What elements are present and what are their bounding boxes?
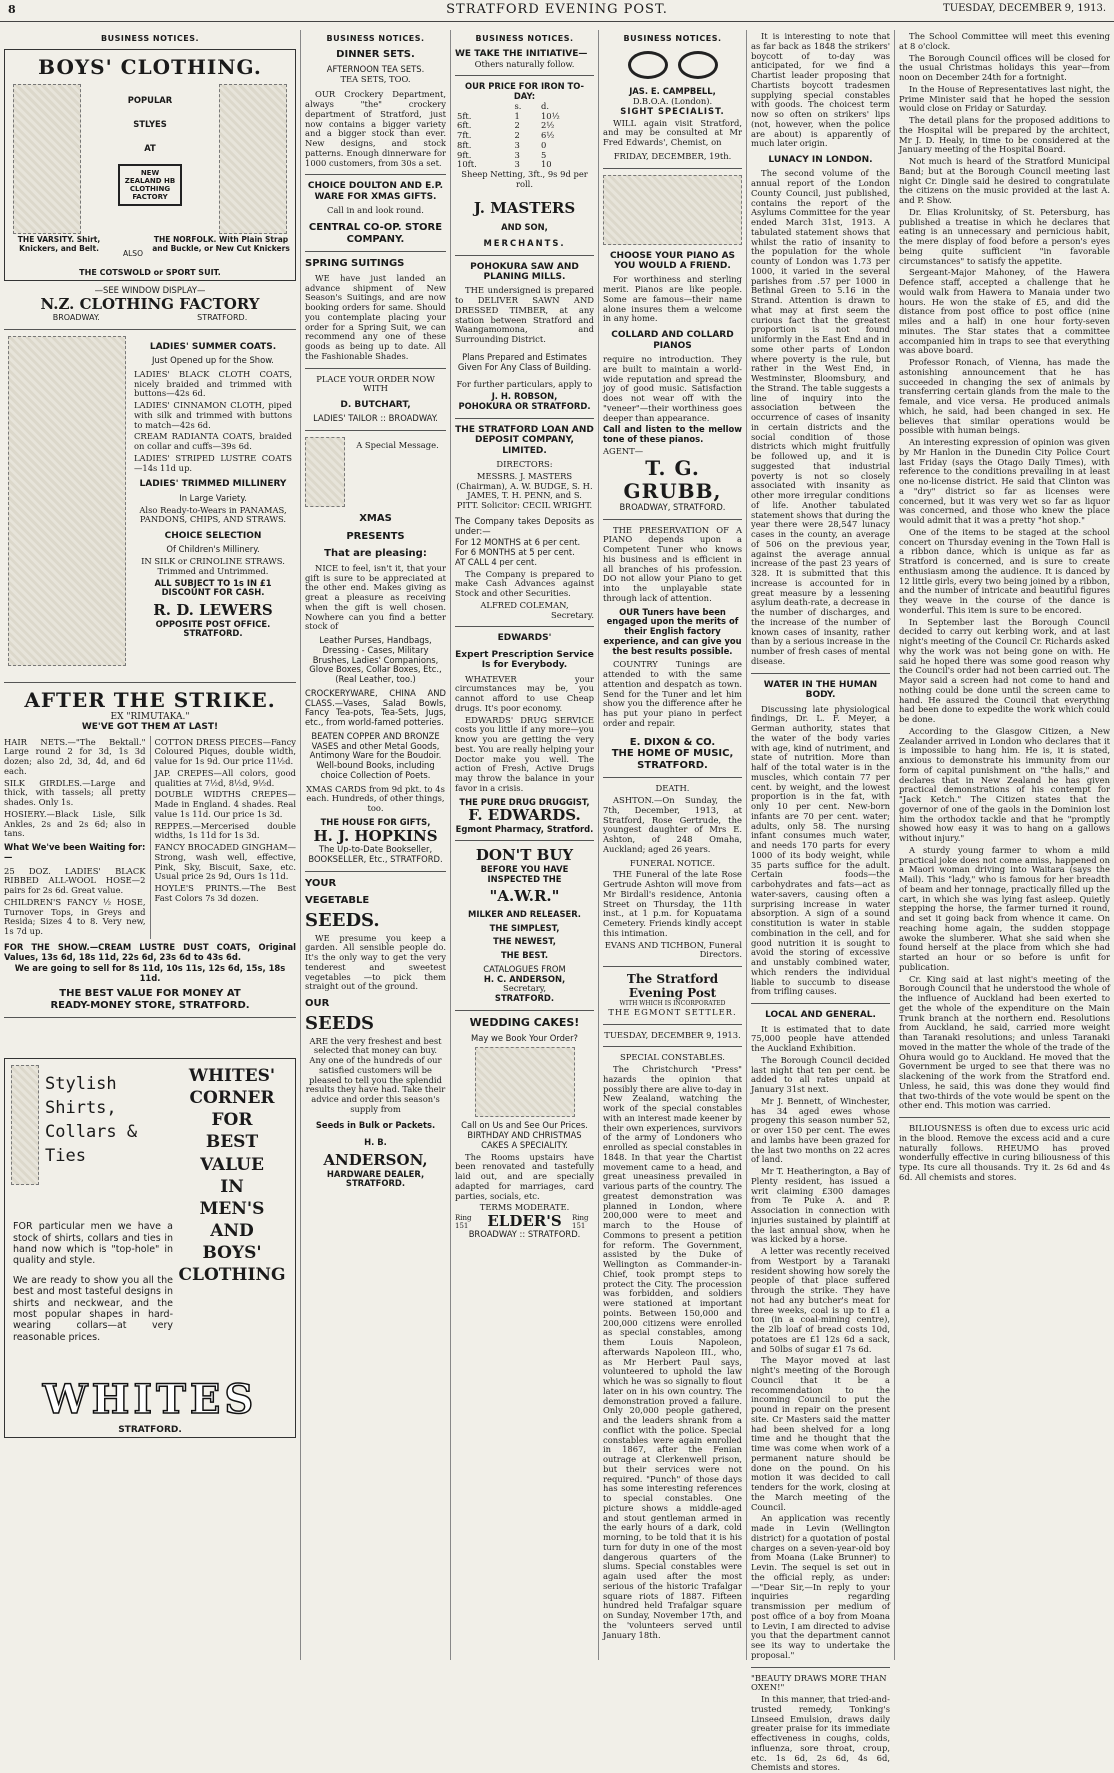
plans-text: Plans Prepared and Estimates Given For Any Class of Building. (457, 351, 592, 372)
table-cell: 3 (514, 149, 520, 160)
table-cell: 3 (514, 159, 520, 170)
deposits-text: The Company takes Deposits as under:— (455, 515, 594, 536)
table-cell: 10ft. (457, 159, 477, 170)
man-in-shirt-illustration (11, 1065, 39, 1185)
table-header-row (455, 102, 594, 112)
butchart-addr: LADIES' TAILOR :: BROADWAY. (313, 413, 438, 424)
advances-text: The Company is prepared to make Cash Advances against Stock and other Securities. (455, 568, 594, 599)
column-3 (450, 30, 598, 1660)
grubb-addr: BROADWAY, STRATFORD. (619, 501, 726, 512)
our-label: OUR (305, 998, 330, 1010)
after-the-strike-ad (4, 689, 296, 1012)
strike-selling: We are going to sell for 8s 11d, 10s 11s, 12s 6d, 15s, 18s 11d. (14, 963, 286, 984)
place-order: PLACE YOUR ORDER NOW WITH (316, 373, 435, 394)
home-music: THE HOME OF MUSIC, (611, 748, 734, 760)
strike-item: SILK GIRDLES.—Large and thick, with tassels; all pretty shades. Only 1s. (4, 777, 146, 808)
rooms-text: The Rooms upstairs have been renovated and tastefully laid out, and are specially adapted for marriages, card parties, socials, etc. (455, 1151, 594, 1201)
anderson-name: ANDERSON, (323, 1151, 428, 1170)
strike-item: CHILDREN'S FANCY ½ HOSE, Turnover Tops, in Greys and Resida; Sizes 4 to 8. Very new, 1s 7d up. (4, 896, 146, 937)
strike-got: WE'VE GOT THEM AT LAST! (81, 722, 219, 733)
local-item: The Borough Council decided last night that ten per cent. be added to all rates unpaid at January 31st next. (751, 1054, 890, 1094)
window-display: —SEE WINDOW DISPLAY— (94, 285, 206, 296)
funeral-text: THE Funeral of the late Rose Gertrude Ashton will move from Mr Birdall's residence, Antonia Street on Thursday, the 11th inst., at 1 p.m. for Kopuatama Cemetery. Friends kindly accept this intimation. (603, 869, 742, 938)
stylish-shirts: Stylish Shirts, Collars & Ties (45, 1074, 138, 1166)
price-title: OUR PRICE FOR IRON TO-DAY: (464, 81, 585, 102)
may-book: May we Book Your Order? (471, 1032, 578, 1043)
seeds-label: SEEDS. (305, 909, 380, 931)
incorporated: WITH WHICH IS INCORPORATED (619, 999, 726, 1007)
anderson-town: STRATFORD. (345, 1178, 406, 1189)
cakes-call: Call on Us and See Our Prices. BIRTHDAY AND CHRISTMAS CAKES A SPECIALITY. (461, 1120, 588, 1150)
terms-moderate: TERMS MODERATE. (479, 1202, 570, 1213)
section-header: BUSINESS NOTICES. (623, 34, 722, 43)
corner-word: BEST (205, 1132, 259, 1153)
local-item: Mr T. Heatherington, a Bay of Plenty resident, has issued a writ claiming £300 damages from Te Puke A. and P. Association in connection with injuries sustained by plaintiff at the last annual show, when he was kicked by a horse. (751, 1166, 890, 1245)
table-row (455, 141, 594, 151)
whites-logo: WHITES (42, 1376, 258, 1424)
coat-item: CREAM RADIANTA COATS, braided on collar and cuffs—39s 6d. (134, 431, 292, 452)
boy-varsity-illustration (13, 84, 81, 234)
piano-text: For worthiness and sterling merit. Pianos are like people. Some are famous—their name alone insures them a welcome in any home. (603, 274, 742, 324)
millinery-text: Also Ready-to-Wears in PANAMAS, PANDONS, CHIPS, AND STRAWS. (139, 504, 287, 525)
coleman-role: Secretary. (551, 609, 594, 620)
pharmacy: Egmont Pharmacy, Stratford. (455, 823, 594, 834)
spring-suitings: SPRING SUITINGS (305, 258, 405, 270)
corner-word: IN (220, 1176, 244, 1197)
norfolk-caption: THE NORFOLK. With Plain Strap and Buckle, or New Cut Knickers (152, 235, 290, 253)
pohokura-title: POHOKURA SAW AND PLANING MILLS. (470, 261, 579, 283)
choice-title: CHOICE SELECTION (164, 531, 262, 542)
masters-son: AND SON, (501, 222, 548, 233)
campbell-dboa: D.B.O.A. (London). (632, 96, 713, 107)
whites-ad (4, 1058, 296, 1438)
strike-show: FOR THE SHOW.—CREAM LUSTRE DUST COATS, Original Values, 13s 6d, 18s 11d, 22s 6d, 23s 6d to 43s 6d. (4, 941, 296, 962)
factory-street: BROADWAY. (52, 313, 100, 323)
piano-illustration (603, 175, 742, 245)
lunacy-title: LUNACY IN LONDON. (768, 155, 873, 165)
best-value: THE BEST VALUE FOR MONEY AT (59, 987, 241, 999)
corner-word: VALUE (200, 1154, 264, 1175)
also-label: ALSO (123, 249, 143, 259)
lady-coat-illustration (8, 336, 126, 666)
table-cell: 5ft. (457, 110, 472, 121)
nice-text: NICE to feel, isn't it, that your gift is sure to be appreciated at the other end. Makes giving as great a pleasure as receiving when the gift is well chosen. Nowhere can you find a better stock of (305, 562, 446, 632)
visit-text: WILL again visit Stratford, and may be consulted at Mr Fred Edwards', Chemist, on (603, 117, 742, 148)
death-text: ASHTON.—On Sunday, the 7th, December, 1913, at Stratford, Rose Gertrude, the youngest daughter of Mrs E. Ashton, of 248 Omaha, Auckland; aged 26 years. (603, 795, 742, 854)
local-item: It is estimated that to date 75,000 people have attended the Auckland Exhibition. (751, 1023, 890, 1053)
ad-line: STLYES (133, 119, 167, 130)
seeds-label-2: SEEDS (305, 1012, 375, 1034)
country-text: COUNTRY Tunings are attended to with the same attention and despatch as town. Send for the Tuner and let him show you the difference after he has put your piano in perfect order and repair. (603, 659, 742, 728)
masters-name: J. MASTERS (473, 198, 576, 217)
ad-line: AT (144, 142, 156, 153)
deposit-term: For 6 MONTHS at 5 per cent. (455, 547, 575, 558)
local-item: Mr J. Bennett, of Winchester, has 34 aged ewes whose progeny this season number 52, or over 150 per cent. The ewes and lambs have been grazed for the last two months on 22 acres of land. (751, 1095, 890, 1165)
robson-addr: POHOKURA OR STRATFORD. (458, 400, 591, 411)
initiative: WE TAKE THE INITIATIVE— (455, 49, 588, 60)
table-row (455, 112, 594, 122)
fedwards-name: F. EDWARDS. (468, 806, 581, 825)
egmont-settler: THE EGMONT SETTLER. (608, 1006, 737, 1017)
death-title: DEATH. (655, 783, 690, 794)
boy-with-trumpet-illustration (305, 437, 345, 507)
xmas-cards: XMAS CARDS from 9d pkt. to 4s each. Hundreds, of other things, too. (306, 783, 445, 814)
preservation-text: THE PRESERVATION OF A PIANO depends upon a Competent Tuner who knows his business and is efficient in all branches of his profession. DO not allow your Piano to get into the unplayable state through lack of attention. (603, 524, 742, 603)
column-1 (0, 30, 300, 1660)
funeral-title: FUNERAL NOTICE. (629, 857, 716, 868)
corner-word: AND (210, 1220, 254, 1241)
wedding-cakes: WEDDING CAKES! (469, 1015, 580, 1029)
pleasing: That are pleasing: (324, 548, 427, 560)
call-listen: Call and listen to the mellow tone of these pianos. (603, 424, 742, 445)
issue-date: TUESDAY, DECEMBER 9, 1913. (943, 3, 1106, 14)
news-item: The Borough Council offices will be closed for the usual Christmas holidays this year—from noon on December 24th for a fortnight. (899, 52, 1110, 82)
robson-name: J. H. ROBSON, (491, 391, 558, 402)
strike-ex: EX "RIMUTAKA." (110, 711, 190, 722)
lewers-ad (4, 336, 296, 676)
whatever-text: WHATEVER your circumstances may be, you cannot afford to use Cheap drugs. It's poor economy. (455, 673, 594, 713)
funeral-directors: EVANS AND TICHBON, Funeral Directors. (604, 939, 742, 960)
lewers-town: STRATFORD. (183, 628, 243, 639)
follow: Others naturally follow. (474, 58, 575, 69)
ready-money-store: READY-MONEY STORE, STRATFORD. (50, 999, 250, 1011)
special-text: The Christchurch "Press" hazards the opinion that possibly there are alive to-day in New Zealand, watching the work of the special constables with an interest made keener by their own experiences, survivors of the army of Londoners who enrolled as special constables in 1848. In that year the Chartist movement came to a head, and great uneasiness prevailed in various parts of the country. The greatest demonstration was planned in London, where 200,000 were to meet and march to the House of Commons to present a petition for reform. The Government, assisted by the Duke of Wellington as Commander-in-Chief, took prompt steps to protect the City. The procession was forbidden, and soldiers were stationed at important points. Between 150,000 and 200,000 citizens were enrolled as special constables, among them Louis Napoleon, afterwards Napoleon III., who, as Mr Herbert Paul says, volunteered to uphold the law which he was so signally to flout later on in his own country. The demonstration proved a failure. Only 20,000 people gathered, and the leaders shrank from a conflict with the police. Special constables were again enrolled in 1867, after the Fenian outrage at Clerkenwell prison, but their services were not required. "Punch" of those days has some interesting references to special constables. One picture shows a middle-aged and stout gentleman armed in the early hours of a dark, cold morning, to be told that it is his turn for duty in one of the most dangerous quarters of the slums. Special constables were again used after the most serious of the historic Trafalgar square riots of 1887. Fifteen hundred held Trafalgar square on Sunday, November 17th, and the 'volunteers served until January 18th. (603, 1064, 742, 1640)
agent-label: AGENT— (603, 445, 644, 456)
special-title: SPECIAL CONSTABLES. (620, 1052, 725, 1063)
collard-title: COLLARD AND COLLARD PIANOS (611, 330, 734, 351)
table-cell: 1 (514, 110, 520, 121)
table-cell: 10½ (540, 110, 560, 121)
news-item: A sturdy young farmer to whom a mild practical joke does not come amiss, happened on a Maori woman driving into Waitara (says the Mail). This "lady," who is famous for her breadth of beam and her tonnage, practically filled up the cart, in which she was lying fast asleep. Quietly stepping the horse, the farmer turned it round, and set it going back from whence it came. On reaching home again, the sudden stoppage awoke the slumberer. What she said when she found herself at the place from which she had started an hour or so before is unfit for publication. (899, 844, 1110, 972)
seeds-text: WE presume you keep a garden. All sensible people do. It's the only way to get the very tenderest and sweetest vegetables —to pick them straight out of the ground. (305, 932, 446, 992)
house-gifts: THE HOUSE FOR GIFTS, (320, 816, 431, 827)
iron-price-table (455, 102, 594, 170)
page-number: 8 (8, 3, 16, 16)
table-cell: 8ft. (457, 139, 472, 150)
dinner-sets: DINNER SETS. (336, 49, 415, 61)
hc-anderson-role: Secretary, (503, 983, 546, 994)
deposit-term: AT CALL 4 per cent. (455, 556, 538, 567)
visit-date: FRIDAY, DECEMBER, 19th. (613, 150, 732, 161)
ladies-coats-title: LADIES' SUMMER COATS. (149, 341, 277, 352)
section-header: BUSINESS NOTICES. (326, 34, 425, 43)
seeds-text-2: ARE the very freshest and best selected that money can buy. Any one of the hundreds of our satisfied customers will be pleased to tell you the splendid results they have had. Take their advice and order this season's supply from (305, 1035, 446, 1114)
paper-title: STRATFORD EVENING POST. (446, 2, 668, 17)
choice-subtitle: Of Children's Millinery. (166, 544, 260, 555)
table-cell: 3 (514, 139, 520, 150)
table-cell: 2 (514, 130, 520, 141)
factory-town: STRATFORD. (197, 313, 248, 323)
milker: MILKER AND RELEASER. (468, 908, 581, 919)
corner-word: BOYS' (202, 1242, 262, 1263)
boy-norfolk-illustration (219, 84, 287, 234)
table-header: d. (540, 100, 549, 111)
pohokura-text: THE undersigned is prepared to DELIVER SAWN AND DRESSED TIMBER, at any station between Stratford and Waangamomona, and Surrounding District. (455, 285, 594, 345)
hb-badge (118, 164, 182, 206)
millinery-subtitle: In Large Variety. (179, 492, 247, 503)
table-cell: 5 (540, 149, 547, 160)
vegetable-label: VEGETABLE (305, 895, 370, 907)
coat-item: LADIES' BLACK CLOTH COATS, nicely braided and trimmed with buttons—42s 6d. (134, 368, 292, 399)
wedding-cake-illustration (475, 1047, 575, 1117)
lewers-opposite: OPPOSITE POST OFFICE. (155, 618, 271, 629)
strike-item: JAP. CREPES—All colors, good qualities at 7½d, 8½d, 9½d. (154, 767, 296, 788)
strike-item: REPPES.—Mercerised double widths, 1s 11d for 1s 3d. (154, 820, 296, 841)
table-cell: 2 (514, 120, 520, 131)
column-4 (598, 30, 746, 1660)
beauty-text: In this manner, that tried-and-trusted remedy, Tonking's Linseed Emulsion, draws daily greater praise for its immediate effectiveness in coughs, colds, influenza, sore throat, croup, etc. 1s 6d, 2s 6d, 4s 6d, Chemists and stores. (751, 1694, 890, 1773)
table-cell: 2½ (540, 120, 555, 131)
hb-initials: H. B. (364, 1137, 387, 1148)
strike-item: HOYLE'S PRINTS.—The Best Fast Colors 7s 3d dozen. (154, 883, 296, 903)
local-title: LOCAL AND GENERAL. (765, 1010, 876, 1021)
presents: PRESENTS (346, 530, 405, 542)
strike-item: DOUBLE WIDTHS CREPES—Made in England. 4 shades. Real value 1s 11d. Our price 1s 3d. (154, 789, 296, 819)
spectacles-illustration (603, 51, 742, 79)
water-text: Discussing late physiological findings, Dr. L. F. Meyer, a German authority, states that the water of the body varies with age, kind of nutriment, and state of nutrition. More than half of the total water is in the muscles, which contain 77 per cent. by weight, and the lowest proportion is in the fat, with only 10 per cent. New-born infants are 70 per cent. water; adults, only 58. The nursing infant consumes much water, and needs 170 parts for every 1000 of its body weight, while 35 parts suffice for the adult. Certain foods—the carbohydrates and fats—act as water-savers, causing often a surprising increase in water absorption. A sign of a sound constitution is water in stable combination in the cell, and for good nutrition it is sought to avoid the storing of excessive and unstably combined water, which renders the individual liable to succumb to disease from trifling causes. (751, 703, 890, 997)
directors-text: MESSRS. J. MASTERS (Chairman), A. W. BUDGE, S. H. JAMES, T. H. PENN, and S. PITT. Solicitor: CECIL WRIGHT. (456, 470, 593, 511)
ring-right: Ring 151 (572, 1213, 589, 1230)
news-item: Professor Ronach, of Vienna, has made the astonishing announcement that he has succeeded in changing the sex of animals by transferring certain glands from the male to the female, and vice versa. He produced animals which, he said, had been changed in sex. He believes that similar operations would be possible with human beings. (899, 357, 1110, 436)
news-item: Dr. Elias Krolunitsky, of St. Petersburg, has published a treatise in which he declares that eating is an unnecessary and pernicious habit, the mere display of food before a person's eyes being quite sufficient "in favorable circumstances" to satisfy the appetite. (899, 206, 1110, 266)
tea-sets-too: TEA SETS, TOO. (340, 73, 411, 84)
elder-broadway: BROADWAY :: STRATFORD. (468, 1229, 581, 1240)
corner-word: MEN'S (199, 1198, 265, 1219)
news-item: Not much is heard of the Stratford Municipal Band; but at the Borough Council meeting last night Cr. Dingle said he desired to congratulate the citizens on the music provided at the last A. and P. Show. (899, 156, 1110, 205)
crockery-goods: CROCKERYWARE, CHINA AND CLASS.—Vases, Salad Bowls, Fancy Tea-pots, Tea-Sets, Jugs, etc., from world-famed potteries. (305, 687, 446, 728)
straws-text: IN SILK or CRINOLINE STRAWS. Trimmed and Untrimmed. (141, 556, 285, 576)
biliousness-ad: BILIOUSNESS is often due to excess uric acid in the blood. Remove the excess acid and a cure naturally follows. RHEUMO has proved wonderfully effective in curing biliousness of this type. Its cure all thousands. Try it. 2s 6d and 4s 6d. All chemists and stores. (899, 1123, 1110, 1182)
awr-town: STRATFORD. (494, 993, 555, 1004)
news-item: Sergeant-Major Mahoney, of the Hawera Defence staff, accepted a challenge that he would walk from Hawera to Manaia under two hours. He won the stake of £5, and did the distance from post office to post office (nine miles and a half) in one hour forty-seven minutes. The Star states that a committee accompanied him in traps to see that everything was above board. (899, 267, 1110, 356)
column-6 (894, 30, 1114, 1660)
local-item: A letter was recently received from Westport by a Taranaki resident showing how sorely the people of that place suffered through the strike. They have not had any butcher's meat for three weeks, coal is up to £1 a ton (in a coal-mining centre), the 2lb loaf of bread costs 10d, potatoes are £1 12s 6d a sack, and 50lbs of sugar £1 7s 6d. (751, 1246, 890, 1354)
section-header: BUSINESS NOTICES. (475, 34, 574, 43)
pure-drug: THE PURE DRUG DRUGGIST, (459, 796, 590, 807)
strike-item: FANCY BROCADED GINGHAM—Strong, wash well, effective, Pink, Sky, Biscuit, Saxe, etc. Usual price 2s 9d, Ours 1s 11d. (154, 842, 296, 882)
tuners-text: OUR Tuners have been engaged upon the merits of their English factory experience, and can give you the best results possible. (603, 606, 742, 656)
hb-badge-text: NEW ZEALAND HB CLOTHING FACTORY (124, 168, 176, 201)
table-cell: 6ft. (457, 120, 472, 131)
your-label: YOUR (305, 877, 337, 889)
ad-line: POPULAR (127, 95, 173, 106)
sheep-netting: Sheep Netting, 3ft., 9s 9d per roll. (461, 169, 588, 189)
column-5 (746, 30, 894, 1773)
grubb-name: T. G. GRUBB, (623, 455, 722, 503)
xmas: XMAS (359, 513, 392, 525)
local-item: The Mayor moved at last night's meeting of the Borough Council that it be a recommendation to the incoming Council to put the pound in repair on the present site. Cr Masters said the matter had been shelved for a long time and he thought that the time was come when work of a permanent nature should be done on the pound. On his motion it was decided to call tenders for the work, closing at the March meeting of the Council. (751, 1355, 890, 1512)
dixon-town: STRATFORD. (637, 759, 708, 771)
service-text: EDWARDS' DRUG SERVICE costs you little if any more—you know you are getting the very best. You are really helping your Doctor make you well. The action of Fresh, Active Drugs may throw the balance in your favor in a crisis. (455, 714, 594, 793)
factory-name: N.Z. CLOTHING FACTORY (40, 295, 260, 314)
news-item: One of the items to be staged at the school concert on Thursday evening in the Town Hall is a ribbon dance, which is unique as far as Stratford is concerned, and is sure to create enthusiasm among the audience. It is danced by 12 little girls, every two being joined by a ribbon, and the number of intricate and beautiful figures they weave in the course of the dance is wonderful. This item is sure to be encored. (899, 526, 1110, 615)
post-date: TUESDAY, DECEMBER 9, 1913. (604, 1029, 741, 1040)
table-cell: 6½ (540, 130, 555, 141)
water-title: WATER IN THE HUMAN BODY. (763, 679, 878, 701)
feature: THE SIMPLEST, (489, 922, 560, 933)
dixon-name: E. DIXON & CO. (629, 736, 716, 748)
coleman-name: ALFRED COLEMAN, (480, 599, 569, 610)
catalogues: CATALOGUES FROM (483, 963, 566, 974)
table-row (455, 131, 594, 141)
post-title: The Stratford Evening Post (626, 972, 719, 1001)
dinner-text: OUR Crockery Department, always "the" crockery department of Stratford, just now contains a bigger variety and a bigger stock than ever. New designs, and stock patterns. Enough dinnerware for 1000 customers, from 30s a set. (305, 89, 446, 168)
corner-word: CORNER (189, 1088, 275, 1109)
beaten-goods: BEATEN COPPER AND BRONZE VASES and other Metal Goods, Antimony Ware for the Boudoir. Well-bound Books, including choice Collection of Poets. (309, 730, 442, 780)
hopkins-name: H. J. HOPKINS (313, 826, 438, 845)
strike-item: HAIR NETS.—"The Bektall." Large round 2 for 3d, 1s 3d dozen; also 2d, 3d, 4d, and 6d each. (4, 736, 146, 776)
whites-text-1: FOR particular men we have a stock of shirts, collars and ties in hand now which is "top-hole" in quality and style. (13, 1221, 173, 1267)
news-item: In September last the Borough Council decided to carry out kerbing work, and at last night's meeting of the Council Cr. Richards asked why the work was not being gone on with. He said he hoped there was some good reason why the Council's order had not been carried out. The Mayor said a screen had not come to hand and nothing could be done until the screen came to hand. He assured the Council that everything had been done to expedite the work which could be done. (899, 616, 1110, 724)
tea-sets: AFTERNOON TEA SETS. (326, 63, 425, 74)
leather-goods: Leather Purses, Handbags, Dressing - Cases, Military Brushes, Ladies' Companions, Glove Boxes, Collar Boxes, Etc., (Real Leather, too.) (309, 635, 442, 685)
whites-text-2: We are ready to show you all the best and most tasteful designs in shirts and neckwear, and the most popular shapes in hard-wearing collars—at very reasonable prices. (13, 1274, 173, 1343)
news-item: In the House of Representatives last night, the Prime Minister said that he hoped the session would close on Friday or Saturday. (899, 83, 1110, 114)
loan-title: THE STRATFORD LOAN AND DEPOSIT COMPANY, LIMITED. (455, 424, 594, 456)
beauty-title: "BEAUTY DRAWS MORE THAN OXEN!" (751, 1672, 887, 1693)
table-cell: 10 (540, 159, 552, 170)
ladies-coats-subtitle: Just Opened up for the Show. (152, 355, 274, 366)
column-2 (300, 30, 450, 1660)
lunacy-text: The second volume of the annual report of the London County Council, just published, contains the report of the Asylums Committee for the year ended March 31st, 1913. A tabulated statement shows that whilst the ratio of insanity to the population for the whole county of London was 1.73 per 1000, it varied in the several parishes from .57 per 1000 in Bethnal Green to 5.16 in the Strand. Attention is drawn to what may at first seem the curious fact that the greatest proportion is not found uniformly in the East End and in some other parts of London where poverty is the rule, but rather in the West End, in Westminster, Bloomsbury, and the Strand. The table suggests a line of inquiry into the association between the occurrence of cases of insanity in certain districts and the social condition of those districts which might fruitfully be followed up, and it is suggested that industrial poverty is not so closely associated with insanity as other more irregular conditions of life. Another tabulated statement shows that during the year there were 28,547 lunacy cases in the county, an average of 506 on the previous year, against the average annual increase of the past 23 years of 328. It is submitted that this increase is accounted for in great measure by a lessening asylum death-rate, a decrease in the number of discharges, and the increase of the number of known cases of insanity, rather than by a serious increase in the number of fresh cases of mental disease. (751, 168, 890, 666)
corner-word: CLOTHING (178, 1265, 286, 1286)
directors-label: DIRECTORS: (496, 459, 553, 470)
edwards-title: EDWARDS' (497, 633, 552, 644)
coop-name: CENTRAL CO-OP. STORE COMPANY. (308, 221, 443, 245)
table-header: s. (514, 100, 522, 111)
article-continued: It is interesting to note that as far back as 1848 the strikers' boycott of to-day was anticipated, for we find a Chartist leader proposing that Chartists boycott tradesmen supplying special constables with goods. The choicest term now so often on strikers' lips (not, however, when the police are about) is apparently of much later origin. (751, 31, 890, 149)
spring-text: WE have just landed an advance shipment of New Season's Suitings, and are now booking orders for same. Should you contemplate placing your order for a Spring Suit, we can recommend any one of these goods as being up to date. All the Fashionable Shades. (305, 272, 446, 361)
campbell-name: JAS. E. CAMPBELL, (629, 86, 716, 97)
expert-service: Expert Prescription Service Is for Everybody. (455, 649, 594, 671)
news-item: An interesting expression of opinion was given by Mr Hanlon in the Dunedin City Police Court last Friday (says the Otago Daily Times), with reference to the conditions prevailing in at least one no-license district. He said that Clinton was a "dry" district so far as licenses were concerned, but it was very wet so far as liquor was concerned, and those who knew the place would admit that it was a pretty "hot shop." (899, 437, 1110, 525)
strike-item: 25 DOZ. LADIES' BLACK RIBBED ALL-WOOL HOSE—2 pairs for 2s 6d. Great value. (4, 865, 146, 896)
table-cell: 0 (540, 139, 547, 150)
special-message: A Special Message. (356, 440, 439, 451)
masters-merchants: MERCHANTS. (483, 237, 566, 248)
millinery-title: LADIES' TRIMMED MILLINERY (139, 479, 287, 490)
whites-town: STRATFORD. (118, 1424, 182, 1435)
corner-word: WHITES' (188, 1066, 276, 1087)
ring-left: Ring 151 (455, 1213, 472, 1230)
table-cell: 9ft. (457, 149, 472, 160)
lewers-name: R. D. LEWERS (153, 601, 273, 620)
deposit-term: For 12 MONTHS at 6 per cent. (455, 537, 581, 548)
table-row (455, 121, 594, 131)
ad-title: BOYS' CLOTHING. (38, 55, 262, 80)
waiting-label: What We've been Waiting for:— (4, 842, 146, 862)
feature: THE BEST. (500, 950, 549, 961)
piano-title: CHOOSE YOUR PIANO AS YOU WOULD A FRIEND. (609, 250, 736, 271)
sight-specialist: SIGHT SPECIALIST. (620, 105, 725, 116)
feature: THE NEWEST, (493, 936, 556, 947)
table-cell: 7ft. (457, 130, 472, 141)
butchart-name: D. BUTCHART, (340, 400, 411, 411)
doulton: CHOICE DOULTON AND E.P. WARE FOR XMAS GIFTS. (307, 181, 444, 202)
boys-clothing-ad (4, 49, 296, 281)
strike-item: HOSIERY.—Black Lisle, Silk Ankles, 2s and 2s 6d; also in tans. (4, 808, 146, 839)
cotswold-caption: THE COTSWOLD or SPORT SUIT. (79, 268, 221, 278)
strike-item: COTTON DRESS PIECES—Fancy Coloured Piques, double width, value for 1s 9d. Our price 11½d. (154, 736, 296, 767)
news-item: The detail plans for the proposed additions to the Hospital will be prepared by the architect, Mr J. D. Healy, in time to be considered at the January meeting of the Hospital Board. (899, 115, 1110, 155)
masthead (0, 0, 1114, 22)
corner-word: FOR (211, 1110, 253, 1131)
awr: "A.W.R." (489, 887, 560, 906)
dont-buy: DON'T BUY (475, 846, 574, 865)
bulk-label: Seeds in Bulk or Packets. (315, 1119, 436, 1130)
section-header: BUSINESS NOTICES. (100, 34, 199, 43)
news-item: The School Committee will meet this evening at 8 o'clock. (899, 31, 1110, 51)
further-text: For further particulars, apply to (456, 379, 593, 390)
collard-text: require no introduction. They are built to maintain a world-wide reputation and spread the joy of good music. Satisfaction does not wear off with the "veneer"—their worthiness goes deeper than appearance. (603, 354, 742, 423)
hc-anderson: H. C. ANDERSON, (483, 973, 566, 984)
coat-item: LADIES' CINNAMON CLOTH, piped with silk and trimmed with buttons to match—42s 6d. (134, 400, 292, 430)
news-item: According to the Glasgow Citizen, a New Zealander arrived in London who declares that it is impossible to hang him. He is, it is stated, anxious to demonstrate his immunity from our form of capital punishment on "the halls," and declares that in New Zealand he has given practical demonstrations of his contempt for "Jack Ketch." The Citizen states that the governor of one of the gaols in the Dominion lost him the orthodox tackle and that he "promptly showed how easy it was to hang on a gallows without injury." (899, 725, 1110, 843)
strike-title: AFTER THE STRIKE. (24, 687, 276, 712)
coat-item: LADIES' STRIPED LUSTRE COATS —14s 11d up. (134, 452, 292, 473)
hardware-label: HARDWARE DEALER, (326, 1168, 425, 1179)
varsity-caption: THE VARSITY. Shirt, Knickers, and Belt. (17, 235, 101, 253)
before-text: BEFORE YOU HAVE INSPECTED THE (480, 863, 569, 884)
call-in: Call in and look round. (327, 205, 424, 216)
hopkins-sub: The Up-to-Date Bookseller, BOOKSELLER, Etc., STRATFORD. (308, 844, 443, 864)
news-item: Cr. King said at last night's meeting of the Borough Council that he understood the whole of the influence of Auckland had been exerted to get the whole of the expenditure on the Main Trunk branch at the northern end. Resolutions from Auckland, he said, carried more weight than Taranaki resolutions; and unless Taranaki moved in the matter the whole of the trade of the Ohura would go to Auckland. He moved that the Government be urged to see that there was no slackening of the work from the Stratford end. Unless, he said, this was done they would find that two-thirds of the vote would be spent on the other end. This motion was carried. (899, 973, 1110, 1111)
discount-text: ALL SUBJECT TO 1s IN £1 DISCOUNT FOR CASH. (154, 577, 272, 598)
local-item: An application was recently made in Levin (Wellington district) for a quotation of postal charges on a seven-year-old boy from Moana (Lake Brunner) to Levin. The sequel is set out in the official reply, as under:—"Dear Sir,—In reply to your inquiries regarding transmission per medium of post office of a boy from Moana to Levin, I am directed to advise you that the department cannot see its way to undertake the proposal." (751, 1513, 890, 1660)
elder-name: ELDER'S (487, 1212, 562, 1231)
